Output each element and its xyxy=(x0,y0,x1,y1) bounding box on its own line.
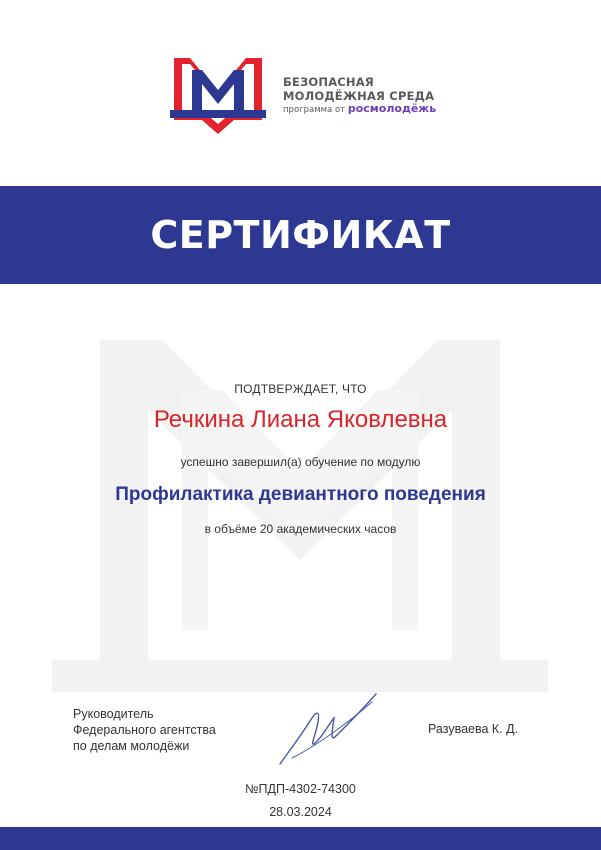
brand-line-1: БЕЗОПАСНАЯ xyxy=(283,75,374,89)
certificate-title: СЕРТИФИКАТ xyxy=(150,213,451,257)
volume-text: в объёме 20 академических часов xyxy=(204,522,397,536)
recipient-name: Речкина Лиана Яковлевна xyxy=(153,406,448,433)
program-org: росмолодёжь xyxy=(347,102,437,115)
brand-block xyxy=(283,75,436,116)
brand-program xyxy=(283,103,436,116)
program-logo xyxy=(168,48,268,138)
program-prefix: программа от xyxy=(283,105,346,115)
role-line-3: по делам молодёжи xyxy=(73,739,190,753)
title-band xyxy=(0,186,601,284)
certificate-date: 28.03.2024 xyxy=(269,805,332,819)
footer-band xyxy=(0,827,601,850)
handwritten-signature xyxy=(272,688,382,770)
role-line-1: Руководитель xyxy=(73,707,154,721)
completed-text: успешно завершил(а) обучение по модулю xyxy=(180,455,421,469)
signatory-role xyxy=(73,706,216,754)
signer-name: Разуваева К. Д. xyxy=(428,722,519,736)
certificate-number: №ПДП-4302-74300 xyxy=(245,782,356,796)
brand-line-2: МОЛОДЁЖНАЯ СРЕДА xyxy=(283,89,435,103)
module-title: Профилактика девиантного поведения xyxy=(115,484,486,505)
role-line-2: Федерального агентства xyxy=(73,723,216,737)
confirms-text: ПОДТВЕРЖДАЕТ, ЧТО xyxy=(234,382,367,396)
